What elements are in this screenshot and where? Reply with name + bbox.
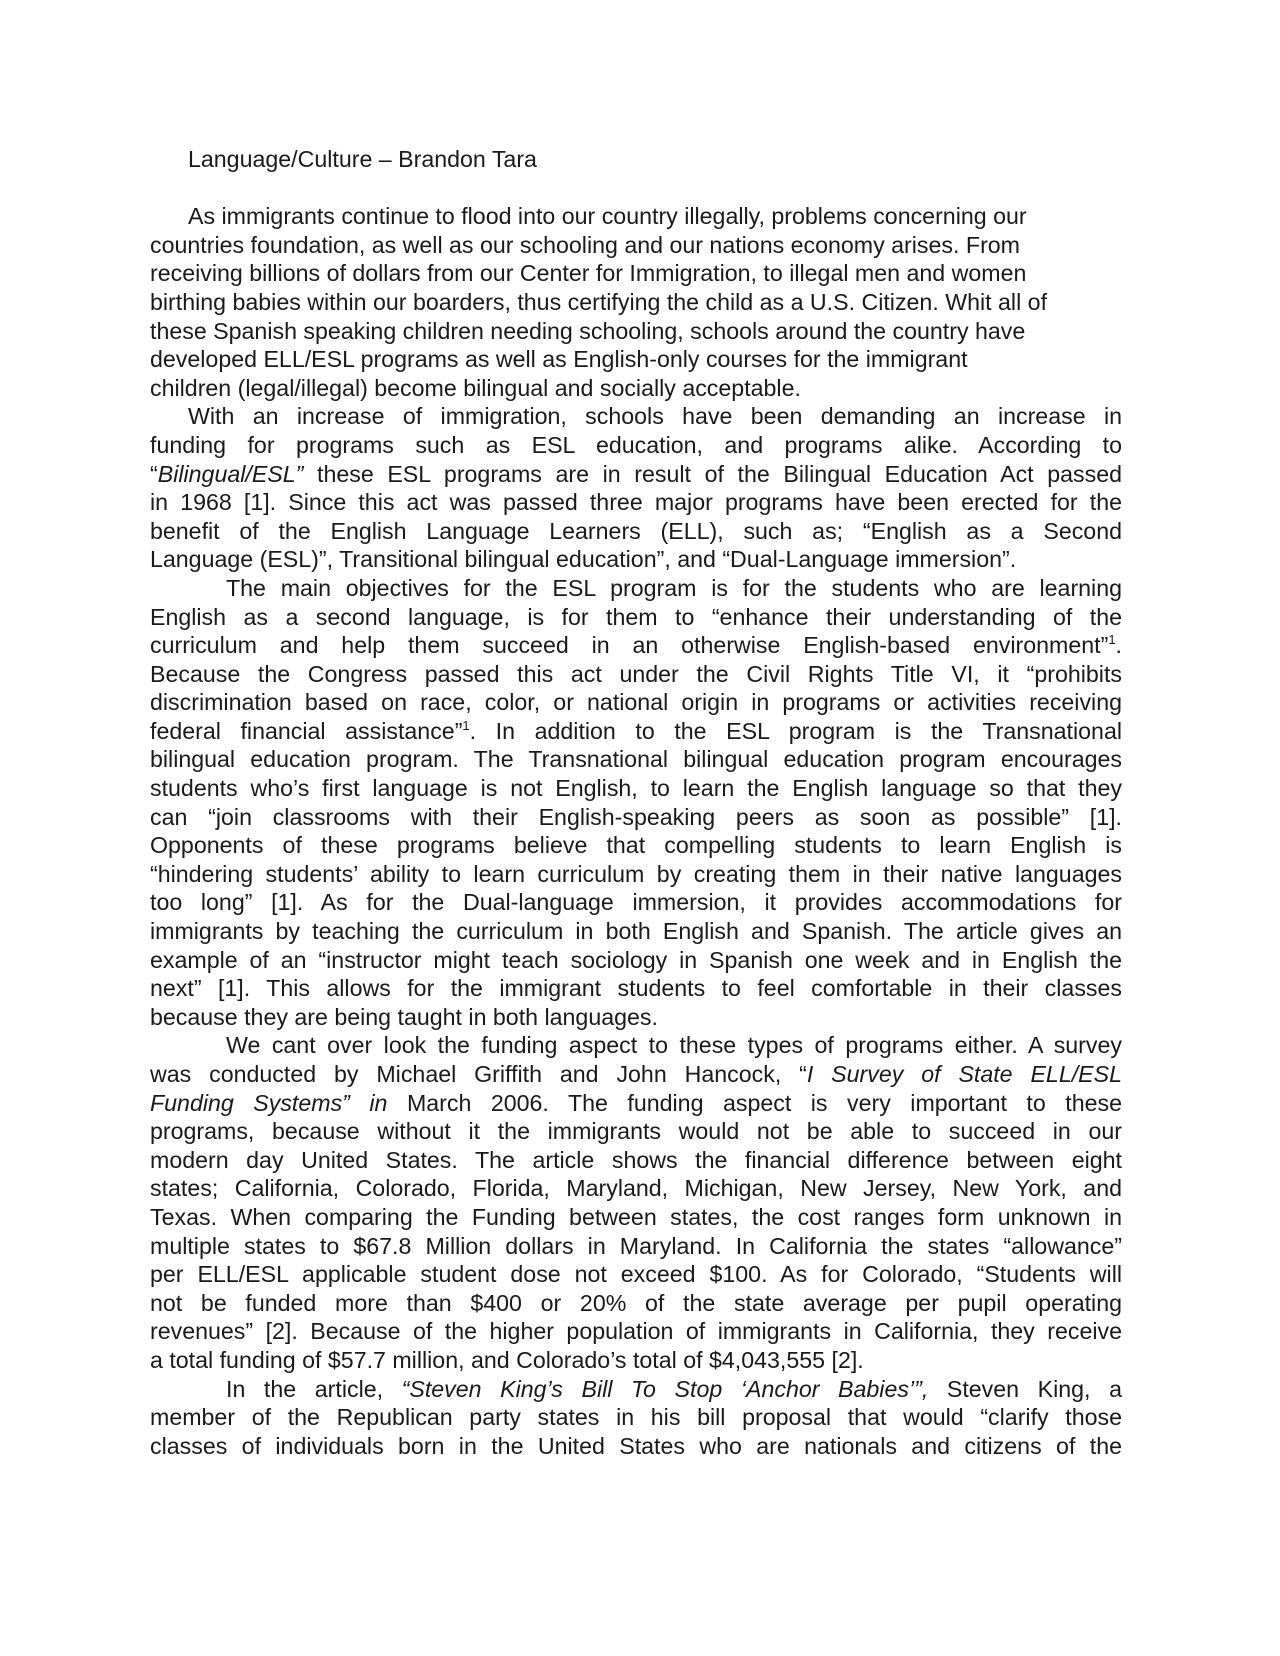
text-line: As immigrants continue to flood into our country illegally, problems concerning our bbox=[188, 203, 1027, 230]
text-line: because they are being taught in both languages. bbox=[150, 1003, 658, 1030]
text-line: states; California, Colorado, Florida, Maryland, Michigan, New Jersey, New York, and bbox=[150, 1175, 1122, 1202]
text-line bbox=[150, 717, 1122, 746]
text-line: benefit of the English Language Learners (ELL), such as; “English as a Second bbox=[150, 517, 1122, 544]
text-line: next” [1]. This allows for the immigrant students to feel comfortable in their classes bbox=[150, 975, 1122, 1002]
blank-line bbox=[150, 174, 1122, 203]
text-line: countries foundation, as well as our schooling and our nations economy arises. From bbox=[150, 231, 1020, 258]
text-line: per ELL/ESL applicable student dose not exceed $100. As for Colorado, “Students will bbox=[150, 1261, 1122, 1288]
text-line: these Spanish speaking children needing schooling, schools around the country have bbox=[150, 317, 1026, 344]
text-line: too long” [1]. As for the Dual-language immersion, it provides accommodations for bbox=[150, 889, 1122, 916]
text-line bbox=[150, 631, 1122, 660]
text-line: children (legal/illegal) become bilingual and socially acceptable. bbox=[150, 374, 801, 401]
text-line: immigrants by teaching the curriculum in both English and Spanish. The article gives an bbox=[150, 918, 1122, 945]
text-line bbox=[150, 1375, 1122, 1404]
footnote-ref: 1 bbox=[462, 717, 470, 733]
text-fragment: was conducted by Michael Griffith and John Hancock, “ bbox=[150, 1061, 807, 1087]
text-line: in 1968 [1]. Since this act was passed three major programs have been erected for the bbox=[150, 489, 1122, 516]
paragraph-2 bbox=[150, 402, 1122, 574]
document-title: Language/Culture – Brandon Tara bbox=[188, 146, 537, 172]
text-fragment: Steven King, a bbox=[928, 1375, 1122, 1402]
text-line: receiving billions of dollars from our Center for Immigration, to illegal men and women bbox=[150, 260, 1027, 287]
paragraph-3 bbox=[150, 574, 1122, 1032]
text-line: English as a second language, is for them to “enhance their understanding of the bbox=[150, 603, 1122, 630]
text-line: can “join classrooms with their English-speaking peers as soon as possible” [1]. bbox=[150, 803, 1122, 830]
text-line bbox=[150, 1060, 1122, 1089]
paragraph-5 bbox=[150, 1375, 1122, 1461]
text-line: classes of individuals born in the United States who are nationals and citizens of the bbox=[150, 1432, 1122, 1459]
text-line: bilingual education program. The Transnational bilingual education program encourages bbox=[150, 746, 1122, 773]
text-line: modern day United States. The article shows the financial difference between eight bbox=[150, 1146, 1122, 1173]
text-line: birthing babies within our boarders, thus certifying the child as a U.S. Citizen. Whit all of bbox=[150, 288, 1048, 315]
cited-title: Bilingual/ESL” bbox=[157, 460, 304, 487]
text-line: Language (ESL)”, Transitional bilingual education”, and “Dual-Language immersion”. bbox=[150, 546, 1017, 573]
text-line: developed ELL/ESL programs as well as English-only courses for the immigrant bbox=[150, 346, 968, 373]
text-line: funding for programs such as ESL education, and programs alike. According to bbox=[150, 431, 1122, 458]
text-line: example of an “instructor might teach sociology in Spanish one week and in English the bbox=[150, 946, 1122, 973]
document-page bbox=[150, 145, 1122, 1460]
paragraph-1 bbox=[150, 202, 1122, 402]
cited-title: Funding Systems” in bbox=[150, 1089, 388, 1116]
text-fragment: curriculum and help them succeed in an otherwise English-based environment” bbox=[150, 632, 1109, 659]
text-line: With an increase of immigration, schools have been demanding an increase in bbox=[188, 403, 1122, 430]
text-line: We cant over look the funding aspect to these types of programs either. A survey bbox=[226, 1032, 1122, 1059]
text-fragment: March 2006. The funding aspect is very important to these bbox=[387, 1089, 1122, 1116]
text-line: “hindering students’ ability to learn curriculum by creating them in their native languages bbox=[150, 860, 1122, 887]
text-line: The main objectives for the ESL program is for the students who are learning bbox=[226, 574, 1122, 601]
text-line: multiple states to $67.8 Million dollars in Maryland. In California the states “allowance” bbox=[150, 1232, 1122, 1259]
text-line: programs, because without it the immigrants would not be able to succeed in our bbox=[150, 1118, 1122, 1145]
text-fragment: federal financial assistance” bbox=[150, 717, 463, 744]
text-fragment: . In addition to the ESL program is the Transnational bbox=[469, 717, 1122, 744]
text-line bbox=[150, 1089, 1122, 1118]
text-line: not be funded more than $400 or 20% of the state average per pupil operating bbox=[150, 1289, 1122, 1316]
text-line: member of the Republican party states in his bill proposal that would “clarify those bbox=[150, 1404, 1122, 1431]
text-line: Because the Congress passed this act under the Civil Rights Title VI, it “prohibits bbox=[150, 660, 1122, 687]
text-line: Opponents of these programs believe that compelling students to learn English is bbox=[150, 832, 1122, 859]
text-fragment: . bbox=[1115, 632, 1122, 659]
cited-title: “Steven King’s Bill To Stop ‘Anchor Babies’”, bbox=[401, 1375, 929, 1402]
cited-title: I Survey of State ELL/ESL bbox=[806, 1061, 1122, 1087]
text-line: discrimination based on race, color, or national origin in programs or activities receiving bbox=[150, 689, 1122, 716]
text-line: students who’s first language is not English, to learn the English language so that they bbox=[150, 775, 1122, 802]
text-fragment: “ bbox=[150, 460, 158, 487]
text-line bbox=[150, 460, 1122, 489]
text-line: Texas. When comparing the Funding between states, the cost ranges form unknown in bbox=[150, 1203, 1122, 1230]
text-line: revenues” [2]. Because of the higher population of immigrants in California, they receive bbox=[150, 1318, 1122, 1345]
text-line: a total funding of $57.7 million, and Colorado’s total of $4,043,555 [2]. bbox=[150, 1346, 864, 1373]
paragraph-4 bbox=[150, 1031, 1122, 1374]
text-fragment: In the article, bbox=[226, 1375, 402, 1402]
footnote-ref: 1 bbox=[1108, 632, 1116, 648]
text-fragment: these ESL programs are in result of the Bilingual Education Act passed bbox=[303, 460, 1122, 487]
